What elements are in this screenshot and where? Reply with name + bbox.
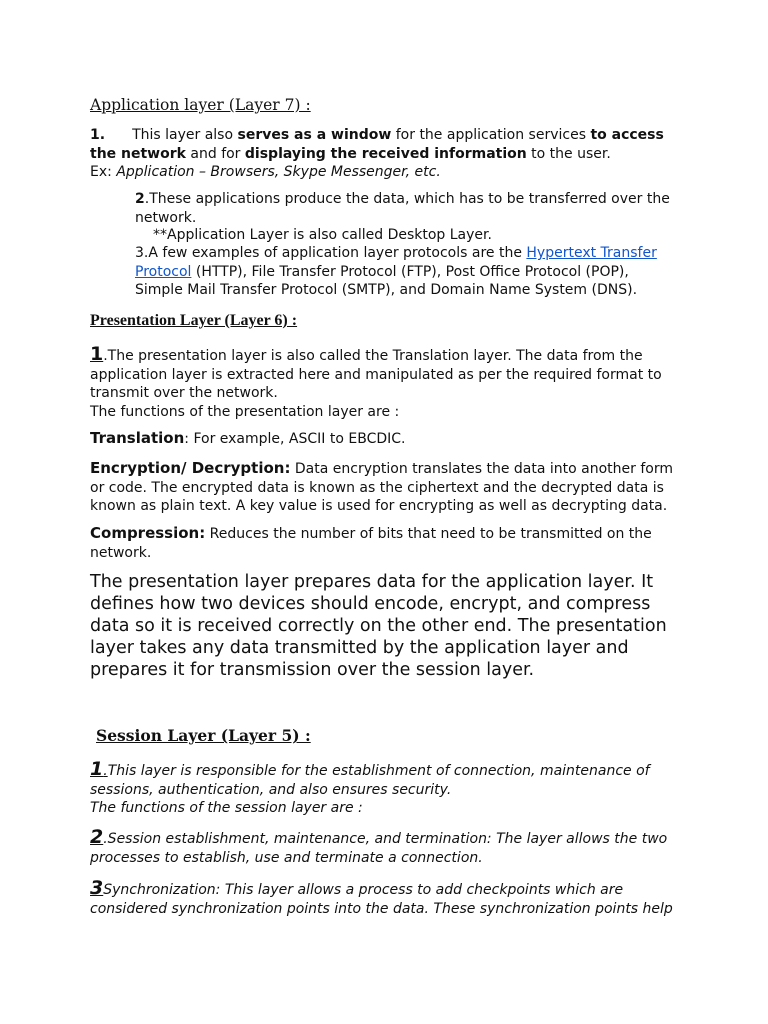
session-point-2: 2.Session establishment, maintenance, and termination: The layer allows the two processes to establish, use and terminate a connection. [90,826,668,866]
desktop-layer-note: **Application Layer is also called Desktop Layer. [153,227,492,243]
point-number: 1 [90,758,104,780]
application-point-2: 2.These applications produce the data, which has to be transferred over the network. [135,191,670,226]
example-label: Ex: [90,164,117,180]
application-layer-heading: Application layer (Layer 7) : [90,96,311,114]
presentation-layer-heading: Presentation Layer (Layer 6) : [90,312,298,329]
point-number: 2 [135,191,145,207]
example-text: Application – Browsers, Skype Messenger, etc. [116,164,441,180]
presentation-functions-intro: The functions of the presentation layer are : [90,403,400,420]
http-link[interactable]: Hypertext Transfer Protocol [135,245,657,280]
translation-item: Translation: For example, ASCII to EBCDIC. [90,429,406,447]
translation-label: Translation [90,429,185,447]
point-number: 2 [90,826,104,848]
session-point-3: 3Synchronization: This layer allows a process to add checkpoints which are considered synchronization points into the data. These synchronization points help [90,877,673,917]
compression-label: Compression: [90,524,206,542]
point-number: 3 [90,877,104,899]
application-point-1: 1. This layer also serves as a window for the application services to access the network and for displaying the received information to the user. Ex: Application – Browsers, Skype Messenger, etc. [90,127,664,180]
encryption-item: Encryption/ Decryption: Data encryption translates the data into another form or code. The encrypted data is known as the ciphertext and the decrypted data is known as plain text. A key value is used for encrypting as well as decrypting data. [90,459,673,514]
compression-item: Compression: Reduces the number of bits that need to be transmitted on the network. [90,524,652,561]
point-number: 1. [90,127,106,143]
session-point-1: 1.This layer is responsible for the establishment of connection, maintenance of sessions, authentication, and also ensures security. The functions of the session layer are : [90,758,650,816]
session-functions-intro: The functions of the session layer are : [90,800,363,816]
presentation-summary: The presentation layer prepares data for the application layer. It defines how two devices should encode, encrypt, and compress data so it is received correctly on the other end. The presentation layer takes any data transmitted by the application layer and prepares it for transmission over the session layer. [90,572,667,680]
point-number: 1 [90,343,104,365]
application-point-3: 3.A few examples of application layer protocols are the Hypertext Transfer Protocol (HTTP), File Transfer Protocol (FTP), Post Office Protocol (POP), Simple Mail Transfer Protocol (SMTP), and Domain Name System (DNS). [135,245,657,298]
session-layer-heading: Session Layer (Layer 5) : [96,726,311,745]
presentation-point-1: 1.The presentation layer is also called the Translation layer. The data from the application layer is extracted here and manipulated as per the required format to transmit over the network. The functions of the presentation layer are : [90,343,662,420]
encryption-label: Encryption/ Decryption: [90,459,291,477]
